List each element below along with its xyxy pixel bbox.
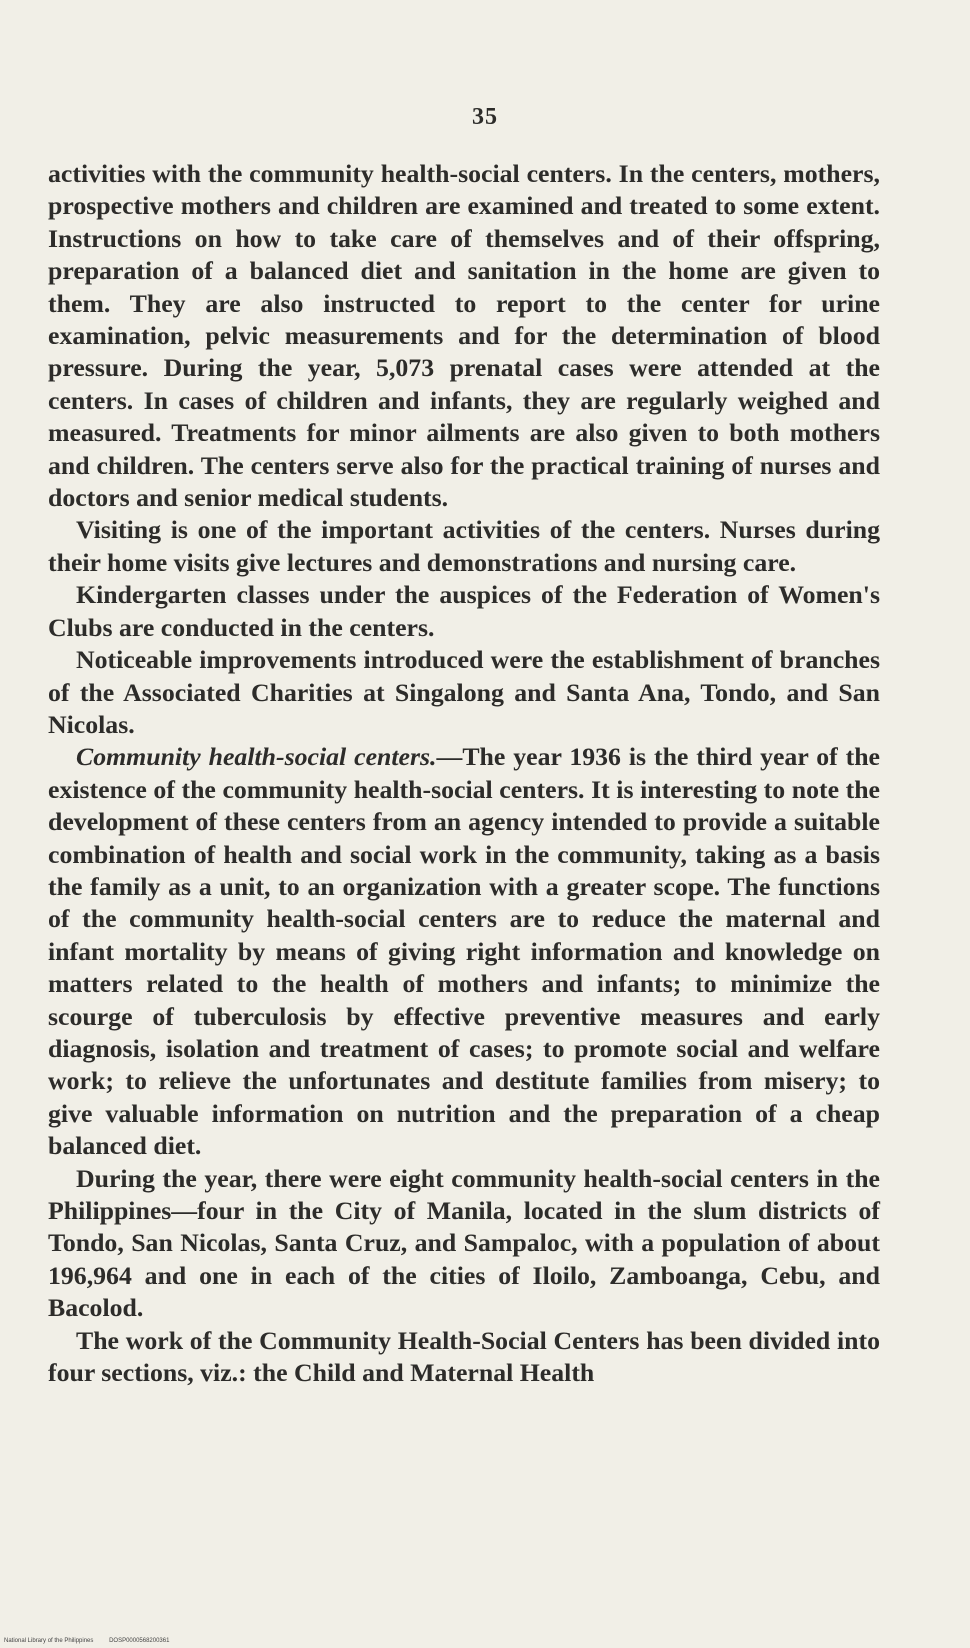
body-text bbox=[48, 158, 880, 1389]
paragraph-community-centers bbox=[48, 741, 880, 1162]
footer-identifier: DOSP0000568200361 bbox=[109, 1638, 170, 1644]
footer-library: National Library of the Philippines bbox=[4, 1638, 94, 1644]
paragraph-four-sections: The work of the Community Health-Social Centers has been divided into four sections, viz.: the Child and Maternal Health bbox=[48, 1325, 880, 1388]
section-heading: Community health-social centers. bbox=[76, 742, 437, 772]
paragraph-improvements: Noticeable improvements introduced were the establishment of branches of the Associated Charities at Singalong and Santa Ana, Tondo, and San Nicolas. bbox=[48, 645, 880, 739]
paragraph-visiting: Visiting is one of the important activities of the centers. Nurses during their home visits give lectures and demonstrations and nursing care. bbox=[48, 515, 880, 577]
scan-footer bbox=[4, 1638, 183, 1644]
paragraph-prenatal-activities: activities with the community health-social centers. In the centers, mothers, prospective mothers and children are examined and treated to some extent. Instructions on how to take care of themselves and of their offspring, preparation of a balanced diet and sanitation in the home are given to them. They are also instructed to report to the center for urine examination, pelvic measurements and for the determination of blood pressure. During the year, 5,073 prenatal cases were attended at the centers. In cases of children and infants, they are regularly weighed and measured. Treatments for minor ailments are also given to both mothers and children. The centers serve also for the practical training of nurses and doctors and senior medical students. bbox=[48, 159, 880, 513]
paragraph-eight-centers: During the year, there were eight community health-social centers in the Philippines—four in the City of Manila, located in the slum districts of Tondo, San Nicolas, Santa Cruz, and Sampaloc, with a population of about 196,964 and one in each of the cities of Iloilo, Zamboanga, Cebu, and Bacolod. bbox=[48, 1163, 880, 1323]
paragraph-kindergarten: Kindergarten classes under the auspices of the Federation of Women's Clubs are conducted in the centers. bbox=[48, 580, 880, 642]
paragraph-community-centers-text: —The year 1936 is the third year of the existence of the community health-social centers. It is interesting to note the development of these centers from an agency intended to provide a suitable combination of health and social work in the community, taking as a basis the family as a unit, to an organization with a greater scope. The functions of the community health-social centers are to reduce the maternal and infant mortality by means of giving right information and knowledge on matters related to the health of mothers and infants; to minimize the scourge of tuberculosis by effective preventive measures and early diagnosis, isolation and treatment of cases; to promote social and welfare work; to relieve the unfortunates and destitute families from misery; to give valuable information on nutrition and the preparation of a cheap balanced diet. bbox=[48, 742, 880, 1161]
page-number: 35 bbox=[472, 104, 498, 130]
